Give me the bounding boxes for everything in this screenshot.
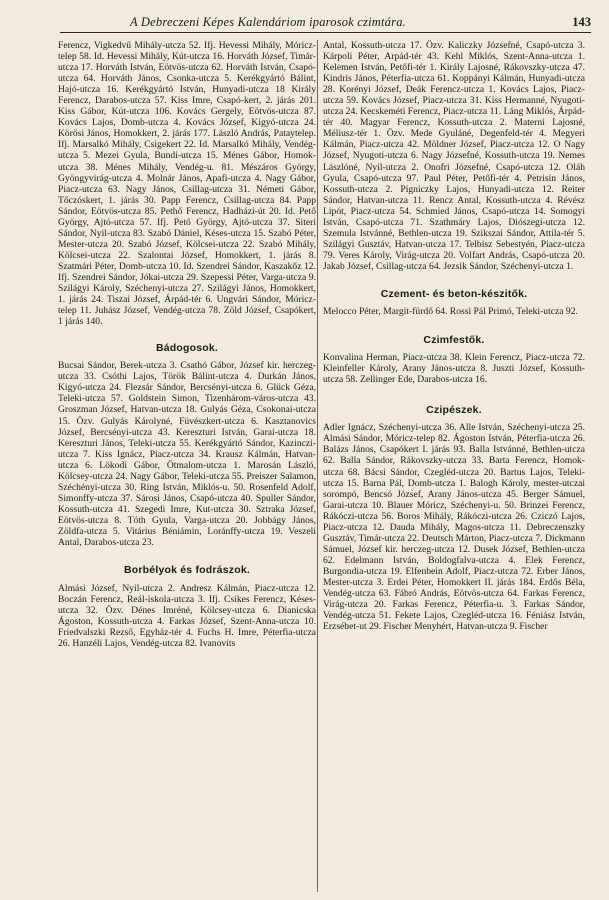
czimfestok-list: Konvalina Herman, Piacz-utcza 38. Klein Ferencz, Piacz-utcza 72. Kleinfeller Károly, Arany János-utcza 8. Juszti József, Kossuth-utcza 58. Zellinger Ede, Darabos-utcza 16. [323, 352, 585, 386]
column-divider [317, 40, 318, 892]
right-column [323, 40, 585, 632]
section-heading-borbelyok: Borbélyok és fodrászok. [124, 564, 250, 577]
section-heading-badogosok: Bádogosok. [155, 342, 219, 355]
right-intro-text: Antal, Kossuth-utcza 17. Özv. Kaliczky Józsefné, Csapó-utcza 3. Kárpoli Péter, Arpád-tér 43. Kehl Miklós, Szent-Anna-utcza 1. Kelemen István, Petőfi-tér 1. Király Lajosné, Rákovszky-utcza 47. Kindris János, Péterfia-utcza 61. Koppányi Kálmán, Hunyadi-utcza 28. Korényi József, Deák Ferencz-utcza 1. Kovács Lajos, Piacz-utcza 59. Kovács József, Piacz-utcza 31. Kiss Hermanné, Nyugoti-utcza 24. Kecskeméti Ferencz, Piacz-utcza 11. Láng Miklós, Árpád-tér 40. Magyar Ferencz, Kossuth-utcza 2. Materni Lajosné, Méliusz-tér 1. Özv. Mede Gyuláné, Degenfeld-tér 4. Megyeri Kálmán, Piacz-utcza 42. Möldner József, Piacz-utcza 12. O Nagy József, Nyugoti-utcza 6. Nagy Józsefné, Kossuth-utcza 19. Nemes Lászlóné, Nyil-utcza 2. Onofri Józsefné, Csapó-utcza 12. Oláh Gyula, Csapó-utcza 97. Paul Péter, Petőfi-tér 4. Petrisin János, Kossuth-utcza 2. Pigniczky Lajos, Hunyadi-utcza 12. Reiter Sándor, Hatvan-utcza 11. Rencz Antal, Kossuth-utcza 4. Révész Lipót, Piacz-utcza 54. Schmied János, Csapó-utcza 14. Somogyi István, Csapó-utcza 71. Szathmáry Lajos, Diószegi-utcza 12. Szemula Istvánné, Bethlen-utcza 19. Szikszai Sándor, Attila-tér 5. Szilágyi Gusztáv, Hatvan-utcza 17. Telbisz Sebestyén, Piacz-utcza 79. Veres Károly, Virág-utcza 20. Volfart András, Csapó-utcza 20. Jakab József, Csillag-utcza 64. Jezsik Sándor, Széchenyi-utcza 1. [323, 40, 585, 272]
badogosok-list: Bucsai Sándor, Berek-utcza 3. Csathó Gábor, József kir. herczeg-utcza 33. Csóthi Lajos, Török Bálint-utcza 4. Durkán János, Kigyó-utcza 24. Flezsár Sándor, Bercsényi-utcza 6. Glück Géza, Teleki-utcza 57. Goldstein Simon, Tizenhárom-város-utcza 43. Groszman József, Hatvan-utcza 18. Gulyás Géza, Csokonai-utcza 15. Özv. Gulyás Károlyné, Füvészkert-utcza 6. Kasztanovics József, Bercsényi-utcza 43. Kereszturi István, Garai-utcza 18. Kereszturi János, Teleki-utcza 55. Kerékgyártó Sándor, Kazinczi-utcza 7. Kiss Ignácz, Piacz-utcza 34. Krausz Kálmán, Hatvan-utcza 6. Lökodi Gábor, Ötmalom-utcza 1. Marosán László, Kölcsey-utcza 24. Nagy Gábor, Teleki-utcza 55. Preiszer Salamon, Széchényi-utcza 30. Ring István, Miklós-u. 50. Rosenfeld Adolf, Simonffy-utcza 37. Sárosi János, Csapó-utcza 40. Spuller Sándor, Kossuth-utcza 41. Szegedi Imre, Kut-utcza 30. Sztraka József, Eötvös-utcza 8. Tóth Gyula, Varga-utcza 20. Jobbágy János, Zöldfa-utcza 5. Vitárius Béniámin, Loránffy-utcza 19. Veszeli Antal, Darabos-utcza 23. [58, 360, 316, 549]
czipeszek-list: Adler Ignácz, Széchenyi-utcza 36. Alle István, Széchenyi-utcza 25. Almási Sándor, Móricz-telep 82. Ágoston István, Péterfia-utcza 26. Balázs János, Csapókert I. járás 93. Balla Istvánné, Bethlen-utcza 62. Balla Sándor, Rákovszky-utcza 33. Barta Ferencz, Homok-utcza 68. Bácsi Sándor, Czegléd-utcza 20. Bartus Lajos, Teleki-utcza 15. Barna Pál, Domb-utcza 1. Balogh Károly, mester-utczai sorompó, Bencsó József, Arany János-utcza 45. Berger Sámuel, Garai-utcza 10. Blauer Móricz, Széchenyi-u. 50. Brinzei Ferencz, Rákóczi-utcza 56. Boros Mihály, Rákóczi-utcza 26. Cziczó Lajos, Piacz-utcza 12. Dauda Mihály, Magos-utcza 11. Debreczenszky Gusztáv, Timár-utcza 22. Deutsch Márton, Piacz-utcza 7. Dickmann Sámuel, József kir. herczeg-utcza 12. Dusek József, Bethlen-utcza 62. Edelmann István, Boldogfalva-utcza 4. Elek Ferencz, Burgondia-utcza 19. Elfenbein Adolf, Piacz-utcza 72. Erber János, Mester-utcza 3. Erdei Péter, Homokkert II. járás 184. Erdős Béla, Vendég-utcza 63. Fábró András, Eötvös-utcza 64. Farkas Ferencz, Virág-utcza 20. Farkas Ferencz, Péterfia-u. 3. Farkas Sándor, Vendég-utcza 51. Fekete Lajos, Czegléd-utcza 16. Féniász István, Erzsébet-ut 29. Fischer Menyhért, Hatvan-utcza 9. Fischer [323, 422, 585, 633]
left-column [58, 40, 316, 649]
borbelyok-list: Almási József, Nyil-utcza 2. Andresz Kálmán, Piacz-utcza 12. Boczán Ferencz, Reál-iskola-utcza 3. Ifj. Csikes Ferencz, Késes-utcza 32. Özv. Dénes Imréné, Kölcsey-utcza 6. Dianicska Ágoston, Kossuth-utcza 4. Farkas József, Szent-Anna-utcza 10. Friedvalszki Rezső, Egyház-tér 4. Fuchs H. Imre, Péterfia-utcza 26. Hanzéli Lajos, Vendég-utcza 82. Ivanovits [58, 583, 316, 650]
running-title: A Debreczeni Képes Kalendáriom iparosok czimtára. [130, 15, 406, 29]
czement-list: Melocco Péter, Margit-fürdő 64. Rossi Pál Primó, Teleki-utcza 92. [323, 306, 578, 318]
section-heading-czimfestok: Czimfestők. [423, 334, 485, 347]
page-number: 143 [572, 15, 591, 29]
left-intro-text: Ferencz, Vigkedvű Mihály-utcza 52. Ifj. Hevessi Mihály, Móricz-telep 58. Id. Hevessi Mihály, Kút-utcza 16. Horváth József, Timár-utcza 17. Horváth István, Eötvös-utcza 62. Horváth István, Csapó-utcza 64. Horváth János, Csonka-utcza 5. Kerékgyártó Bálint, Hajó-utcza 16. Kerékgyártó István, Hunyadi-utcza 18 Király Ferencz, Darabos-utcza 57. Kiss Imre, Csapó-kert, 2. járás 201. Kiss Gábor, Kút-utcza 106. Kovács Gergely, Eötvös-utcza 87. Kovács Lajos, Domb-utcza 4. Kovács József, Kigyó-utcza 24. Körösi János, Homokkert, 2. járás 177. László András, Pataytelep. Ifj. Marsalkó Mihály, Csigekert 22. Id. Marsalkó Mihály, Vendég-utcza 5. Mezei Gyula, Bundi-utcza 15. Ménes Gábor, Homok-utcza 38. Ménes Mihály, Vendég-u. 81. Mészáros György, Gyöngyvirág-utcza 4. Molnár János, Apafi-utcza 4. Nagy Gábor, Piacz-utcza 63. Nagy János, Csillag-utcza 31. Németi Gábor, Tőczóskert, 1. járás 30. Papp Ferencz, Csillag-utcza 84. Papp Sándor, Eötvös-utcza 85. Pethő Ferencz, Hadházi-út 20. Id. Pető György, Ajtó-utcza 57. Ifj. Pető György, Ajtó-utcza 37. Siteri Sándor, Nyil-utcza 83. Szabó Dániel, Késes-utcza 15. Szabó Péter, Mester-utcza 20. Szabó József, Kölcsei-utcza 22. Szabó Mihály, Kölcsei-utcza 22. Szalontai József, Homokkert, 1. járás 8. Szatmári Péter, Domb-utcza 10. Id. Szendrei Sándor, Kaszakőz 12. Ifj. Szendrei Sándor, Jókai-utcza 29. Szepessi Péter, Varga-utcza 9. Szilágyi Károly, Széchenyi-utcza 27. Szilágyi János, Homokkert, 1. járás 24. Tiszai József, Árpád-tér 6. Ungvári Sándor, Móricz-telep 11. Juhász József, Vendég-utcza 78. Zöld József, Csapókert, 1 járás 140. [58, 40, 316, 328]
page-header [60, 4, 591, 33]
section-heading-czement: Czement- és beton-készitők. [380, 287, 528, 300]
section-heading-czipeszek: Czipészek. [426, 404, 482, 417]
